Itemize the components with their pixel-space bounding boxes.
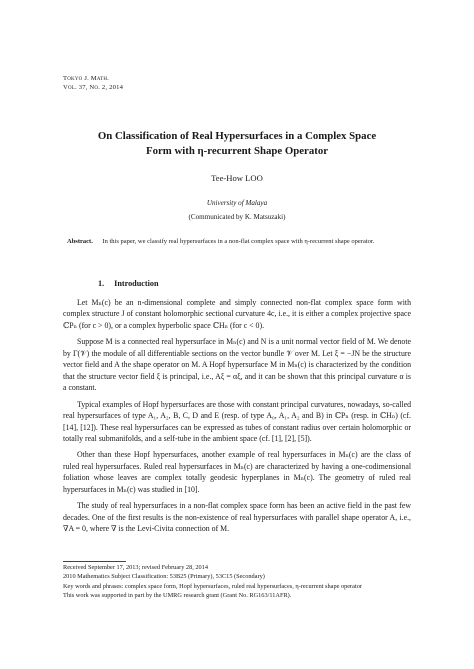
section-number: 1. (98, 279, 105, 288)
paragraph: Let Mₙ(c) be an n-dimensional complete and simply connected non-flat complex space form with complex structure J of constant holomorphic sectional curvature 4c, i.e., it is either a complex projective space ℂPₙ (for c > 0), or a complex hyperbolic space ℂHₙ (for c < 0). (63, 298, 411, 330)
author-affiliation: University of Malaya (206, 199, 268, 207)
footnote-rule (63, 561, 126, 562)
footnotes (63, 563, 411, 600)
paragraph: Other than these Hopf hypersurfaces, another example of real hypersurfaces in Mₙ(c) are the class of ruled real hypersurfaces. Ruled real hypersurfaces in Mₙ(c) are characterized by having a one-codimensional foliation whose leaves are complex totally geodesic hyperplanes in Mₙ(c). The geometry of ruled real hypersurfaces in Mₙ(c) was studied in [10]. (63, 450, 411, 494)
title-line-1: On Classification of Real Hypersurfaces in a Complex Space (97, 130, 377, 142)
communicated-by: (Communicated by K. Matsuzaki) (188, 213, 286, 221)
journal-name: Tokyo J. Math. (63, 75, 110, 82)
abstract (67, 237, 412, 247)
paper-title (40, 129, 434, 158)
section-heading (98, 279, 159, 288)
title-line-2: Form with η-recurrent Shape Operator (145, 144, 329, 157)
author-name: Tee-How LOO (211, 173, 263, 183)
abstract-text: In this paper, we classify real hypersurfaces in a non-flat complex space with η-recurrent shape operator. (102, 238, 375, 245)
body-text (63, 297, 411, 535)
abstract-label: Abstract. (67, 238, 93, 245)
journal-volume: Vol. 37, No. 2, 2014 (63, 84, 124, 91)
section-title: Introduction (114, 279, 159, 288)
footnote-funding: This work was supported in part by the UMRG research grant (Grant No. RG163/11AFR). (63, 591, 292, 599)
paragraph: The study of real hypersurfaces in a non-flat complex space form has been an active field in the past few decades. One of the first results is the non-existence of real hypersurfaces with parallel shape operator A, i.e., ∇A = 0, where ∇ is the Levi-Civita connection of M. (63, 501, 411, 534)
paragraph: Typical examples of Hopf hypersurfaces are those with constant principal curvatures, nowadays, so-called real hypersurfaces of type A₁, A₂, B, C, D and E (resp. of type A₀, A₁, A₂ and B) in ℂPₙ (resp. in ℂHₙ) (cf. [14], [12]). These real hypersurfaces can be expressed as tubes of constant radius over certain holomorphic or totally real submanifolds, and a self-tube in the ambient space (cf. [1], [2], [5]). (63, 399, 411, 443)
journal-header (63, 74, 123, 92)
footnote-keywords: Key words and phrases: complex space form, Hopf hypersurfaces, ruled real hypersurfaces, η-recurrent shape operator (63, 582, 362, 590)
footnote-received: Received September 17, 2013; revised February 28, 2014 (63, 564, 208, 571)
footnote-msc: 2010 Mathematics Subject Classification: 53B25 (Primary), 53C15 (Secondary) (63, 573, 265, 581)
paragraph: Suppose M is a connected real hypersurface in Mₙ(c) and N is a unit normal vector field of M. We denote by Γ(𝒱) the module of all differentiable sections on the vector bundle 𝒱 over M. Let ξ = −JN be the structure vector field and A the shape operator on M. A Hopf hypersurface M in Mₙ(c) is characterized by the condition that the structure vector field ξ is principal, i.e., Aξ = αξ, and it can be shown that this principal curvature α is a constant. (63, 337, 411, 393)
